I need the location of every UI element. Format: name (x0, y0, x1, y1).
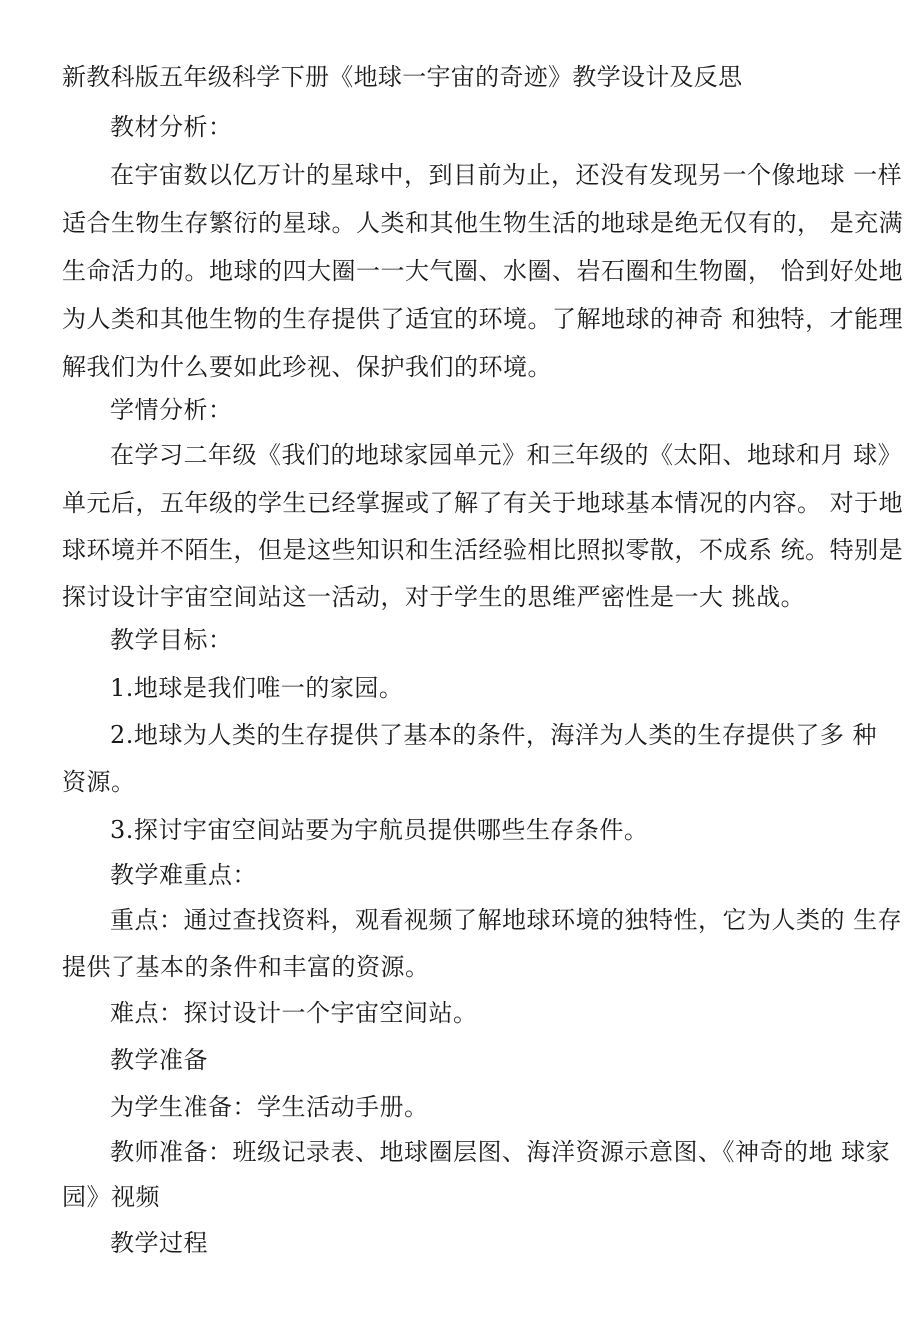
objectives-heading: 教学目标： (110, 626, 233, 654)
objective-item-2-line-1: 2.地球为人类的生存提供了基本的条件，海洋为人类的生存提供了多 种 (110, 721, 878, 749)
material-analysis-line-2: 适合生物生存繁衍的星球。人类和其他生物生活的地球是绝无仅有的， 是充满 (62, 209, 904, 237)
learner-analysis-line-3: 球环境并不陌生，但是这些知识和生活经验相比照拟零散，不成系 统。特别是 (62, 536, 904, 564)
objective-item-3: 3.探讨宇宙空间站要为宇航员提供哪些生存条件。 (110, 816, 649, 844)
material-analysis-line-3: 生命活力的。地球的四大圈一一大气圈、水圈、岩石圈和生物圈， 恰到好处地 (62, 257, 904, 285)
material-analysis-heading: 教材分析： (110, 113, 233, 141)
process-heading: 教学过程 (110, 1229, 208, 1257)
material-analysis-line-5: 解我们为什么要如此珍视、保护我们的环境。 (62, 353, 552, 381)
objective-item-1: 1.地球是我们唯一的家园。 (110, 674, 404, 702)
preparation-teacher-line-2: 园》视频 (62, 1183, 160, 1211)
document-title: 新教科版五年级科学下册《地球一宇宙的奇迹》教学设计及反思 (62, 63, 743, 91)
learner-analysis-line-2: 单元后，五年级的学生已经掌握或了解了有关于地球基本情况的内容。 对于地 (62, 489, 904, 517)
key-points-difficulty: 难点：探讨设计一个宇宙空间站。 (110, 999, 478, 1027)
preparation-student: 为学生准备：学生活动手册。 (110, 1093, 429, 1121)
key-points-focus-line-1: 重点：通过查找资料，观看视频了解地球环境的独特性，它为人类的 生存 (110, 906, 903, 934)
material-analysis-line-1: 在宇宙数以亿万计的星球中，到目前为止，还没有发现另一个像地球 一样 (110, 161, 903, 189)
learner-analysis-line-1: 在学习二年级《我们的地球家园单元》和三年级的《太阳、地球和月 球》 (110, 441, 903, 469)
objective-item-2-line-2: 资源。 (62, 768, 136, 796)
key-points-heading: 教学难重点： (110, 861, 257, 889)
learner-analysis-line-4: 探讨设计宇宙空间站这一活动，对于学生的思维严密性是一大 挑战。 (62, 583, 806, 611)
preparation-heading: 教学准备 (110, 1046, 208, 1074)
key-points-focus-line-2: 提供了基本的条件和丰富的资源。 (62, 953, 430, 981)
preparation-teacher-line-1: 教师准备：班级记录表、地球圈层图、海洋资源示意图、《神奇的地 球家 (110, 1138, 891, 1166)
material-analysis-line-4: 为人类和其他生物的生存提供了适宜的环境。了解地球的神奇 和独特，才能理 (62, 305, 904, 333)
learner-analysis-heading: 学情分析： (110, 396, 233, 424)
